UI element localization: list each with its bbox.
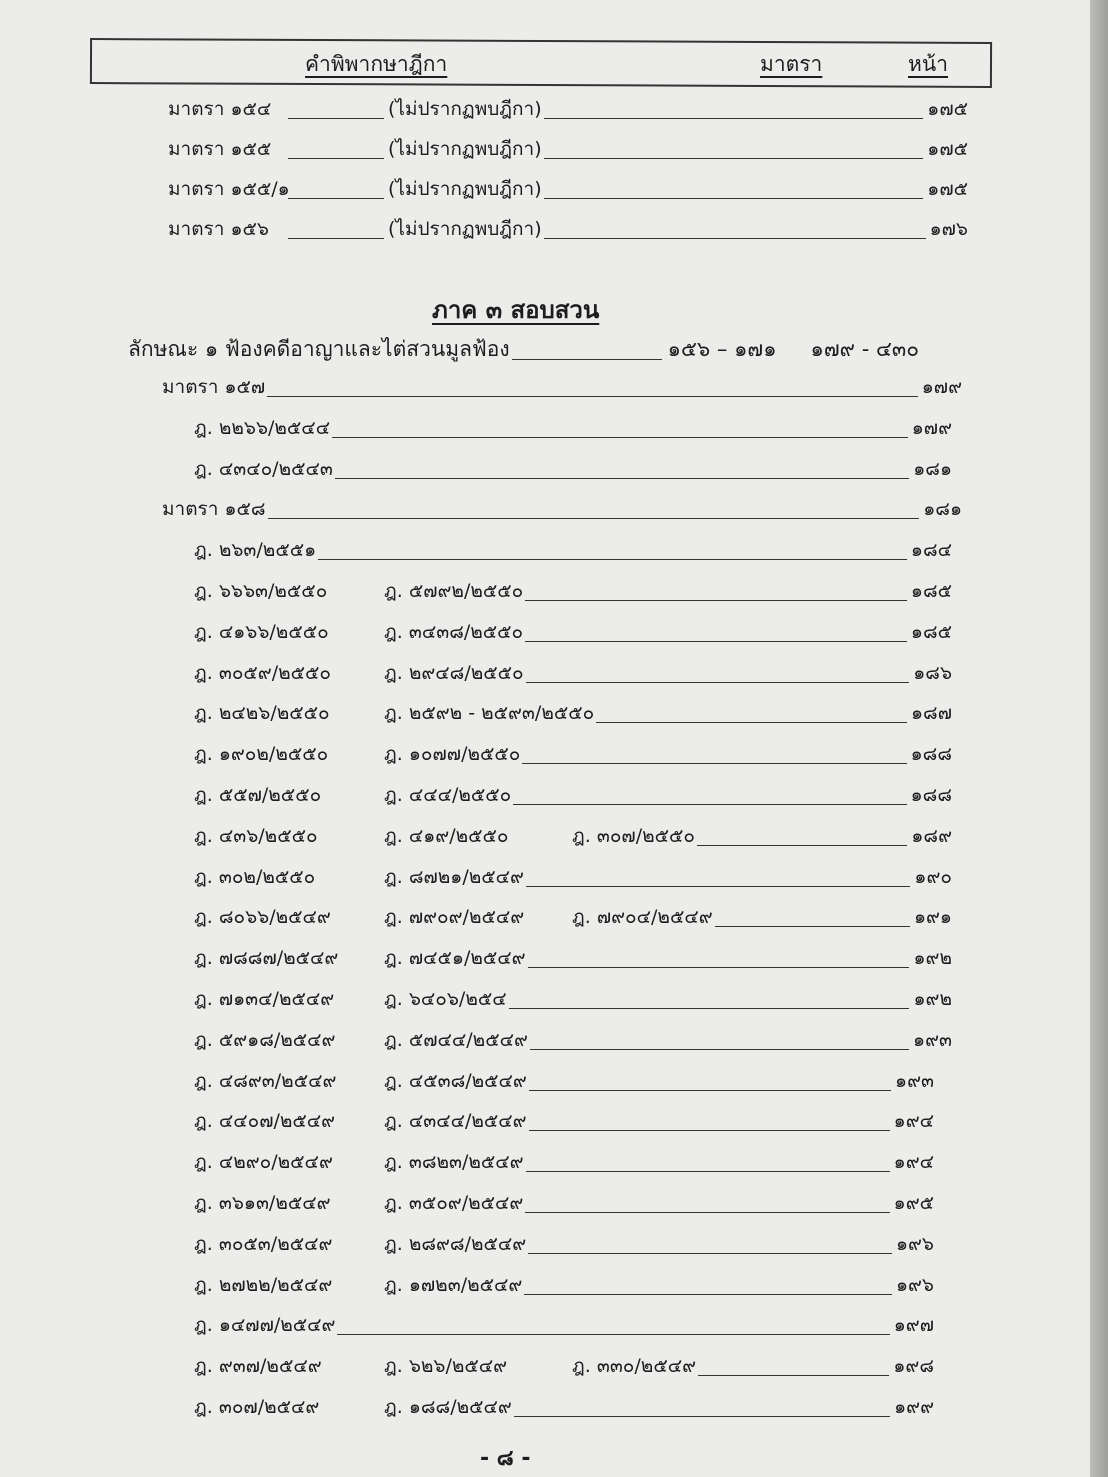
section-row [162,374,962,402]
top-entry-row [168,96,968,124]
case-reference: ฎ. ๒๒๖๖/๒๕๔๔ [194,416,331,439]
case-row [194,1027,952,1055]
leader-line [288,158,384,159]
leader-line [526,1171,890,1172]
entry-page-number: ๑๙๖ [895,1273,934,1296]
leader-line [288,198,384,199]
case-row [194,1394,934,1422]
leader-line [596,722,907,723]
case-reference: ฎ. ๗๙๐๔/๒๕๔๙ [572,906,713,929]
entry-note: (ไม่ปรากฏพบฎีกา) [388,178,542,200]
case-reference: มาตรา ๑๕๘ [162,498,266,521]
chapter-page-range: ๑๗๙ - ๔๓๐ [810,337,920,361]
entry-page-number: ๑๘๘ [910,743,952,766]
case-reference: ฎ. ๓๓๐/๒๕๔๙ [572,1355,697,1378]
case-reference: ฎ. ๕๕๗/๒๕๕๐ [194,784,322,806]
entry-page-number: ๑๙๐ [914,865,952,888]
case-reference: ฎ. ๒๗๒๒/๒๕๔๙ [194,1273,333,1296]
leader-line [544,198,924,199]
entry-page-number: ๑๗๙ [911,416,952,439]
entry-page-number: ๑๘๔ [910,539,952,562]
entry-page-number: ๑๘๕ [910,580,952,602]
entry-label: มาตรา ๑๕๔ [168,98,272,120]
case-reference: ฎ. ๗๙๐๙/๒๕๔๙ [384,906,525,929]
case-reference: ฎ. ๔๘๙๓/๒๕๔๙ [194,1069,337,1092]
case-row [194,782,952,810]
case-reference: ฎ. ๓๐๕๓/๒๕๔๙ [194,1232,333,1255]
case-row [194,986,952,1014]
case-reference: ฎ. ๒๖๓/๒๕๕๑ [194,539,317,562]
leader-line [337,1334,889,1335]
leader-line [530,1049,909,1050]
case-row [194,1108,934,1136]
entry-page-number: ๑๗๖ [929,218,968,240]
leader-line [525,641,907,642]
entry-page-number: ๑๗๙ [921,376,962,398]
case-reference: ฎ. ๓๐๗/๒๕๔๙ [194,1396,320,1418]
case-row [194,537,952,565]
case-reference: ฎ. ๔๕๓๘/๒๕๔๙ [384,1069,527,1092]
leader-line [514,1416,890,1417]
entry-label: มาตรา ๑๕๕ [168,138,272,160]
header-box [90,38,992,88]
case-reference: ฎ. ๔๑๙/๒๕๕๐ [384,824,509,847]
case-reference: ฎ. ๒๙๔๘/๒๕๕๐ [384,661,524,684]
leader-line [715,926,910,927]
leader-line [288,118,384,119]
case-reference: ฎ. ๑๗๒๓/๒๕๔๙ [384,1273,523,1296]
case-reference: ฎ. ๖๖๖๓/๒๕๕๐ [194,580,328,602]
page-number: - ๘ - [480,1446,531,1471]
case-reference: ฎ. ๔๓๔๔/๒๕๔๙ [384,1110,527,1133]
case-reference: ฎ. ๗๔๕๑/๒๕๔๙ [384,947,526,970]
case-reference: ฎ. ๓๖๑๓/๒๕๔๙ [194,1192,331,1214]
case-reference: ฎ. ๔๒๙๐/๒๕๔๙ [194,1151,333,1174]
entry-page-number: ๑๙๘ [893,1355,934,1378]
case-row [194,1353,934,1381]
entry-page-number: ๑๘๖ [913,661,952,684]
case-reference: ฎ. ๑๔๗๗/๒๕๔๙ [194,1314,336,1337]
case-reference: ฎ. ๓๐๕๙/๒๕๕๐ [194,661,331,684]
case-reference: ฎ. ๒๕๙๒ - ๒๕๙๓/๒๕๕๐ [384,702,595,725]
case-reference: ฎ. ๔๔๐๗/๒๕๔๙ [194,1110,336,1133]
case-row [194,1312,934,1340]
leader-line [529,1090,891,1091]
header-title: คำพิพากษาฎีกา [305,52,448,76]
case-row [194,578,952,606]
case-row [194,741,952,769]
case-reference: ฎ. ๗๑๓๔/๒๕๔๙ [194,988,335,1010]
entry-page-number: ๑๗๕ [927,178,968,200]
leader-line [509,1008,910,1009]
case-reference: ฎ. ๖๒๖/๒๕๔๙ [384,1355,508,1378]
entry-page-number: ๑๙๒ [913,988,952,1010]
case-reference: มาตรา ๑๕๗ [162,376,266,398]
entry-page-number: ๑๘๙ [911,824,952,847]
entry-page-number: ๑๗๕ [927,98,968,120]
leader-line [544,238,926,239]
case-reference: ฎ. ๕๙๑๘/๒๕๔๙ [194,1028,336,1051]
case-row [194,660,952,688]
header-section-column: มาตรา [760,52,823,76]
entry-page-number: ๑๗๕ [927,138,968,160]
case-row [194,904,952,932]
entry-page-number: ๑๘๗ [910,702,952,725]
case-reference: ฎ. ๑๐๗๗/๒๕๕๐ [384,743,521,766]
leader-line [526,886,910,887]
leader-line [698,1375,889,1376]
leader-line [335,478,909,479]
entry-note: (ไม่ปรากฏพบฎีกา) [388,138,542,160]
entry-note: (ไม่ปรากฏพบฎีกา) [388,98,542,120]
case-reference: ฎ. ๕๗๔๔/๒๕๔๙ [384,1028,528,1051]
case-reference: ฎ. ๙๓๗/๒๕๔๙ [194,1355,322,1378]
case-reference: ฎ. ๓๐๗/๒๕๕๐ [572,824,695,847]
case-reference: ฎ. ๖๔๐๖/๒๕๔ [384,988,507,1010]
leader-line [544,118,924,119]
case-row [194,1068,934,1096]
chapter-row [128,334,978,366]
leader-line [288,238,384,239]
leader-line [512,359,662,360]
entry-label: มาตรา ๑๕๖ [168,218,269,240]
case-row [194,619,952,647]
case-reference: ฎ. ๓๐๒/๒๕๕๐ [194,865,316,888]
section-title: ภาค ๓ สอบสวน [432,296,600,324]
case-row [194,1272,934,1300]
case-reference: ฎ. ๓๕๐๙/๒๕๔๙ [384,1192,524,1214]
entry-page-number: ๑๘๑ [923,498,962,521]
entry-page-number: ๑๙๓ [913,1028,952,1051]
leader-line [522,763,906,764]
entry-label: มาตรา ๑๕๕/๑ [168,178,290,200]
entry-page-number: ๑๙๙ [894,1396,934,1418]
leader-line [525,600,907,601]
case-reference: ฎ. ๒๘๙๘/๒๕๔๙ [384,1232,527,1255]
case-reference: ฎ. ๗๘๘๗/๒๕๔๙ [194,947,339,970]
case-reference: ฎ. ๕๗๙๒/๒๕๕๐ [384,580,524,602]
leader-line [526,682,910,683]
entry-page-number: ๑๙๑ [913,906,952,929]
entry-page-number: ๑๙๒ [913,947,952,970]
leader-line [318,559,907,560]
leader-line [544,158,924,159]
entry-page-number: ๑๙๖ [895,1232,934,1255]
case-row [194,1190,934,1218]
entry-page-number: ๑๙๕ [893,1192,934,1214]
case-row [194,1149,934,1177]
leader-line [267,396,918,397]
case-row [194,415,952,443]
case-reference: ฎ. ๘๗๒๑/๒๕๔๙ [384,865,524,888]
top-entry-row [168,176,968,204]
case-row [194,864,952,892]
leader-line [268,518,920,519]
leader-line [332,437,908,438]
case-row [194,700,952,728]
case-reference: ฎ. ๘๐๖๖/๒๕๔๙ [194,906,331,929]
case-reference: ฎ. ๔๔๔/๒๕๕๐ [384,784,512,806]
entry-page-number: ๑๙๗ [893,1314,934,1337]
header-page-column: หน้า [908,52,948,76]
leader-line [524,1294,892,1295]
case-reference: ฎ. ๔๓๖/๒๕๕๐ [194,824,318,847]
case-row [194,823,952,851]
entry-page-number: ๑๙๔ [893,1151,934,1174]
section-row [162,496,962,524]
case-reference: ฎ. ๓๔๓๘/๒๕๕๐ [384,620,524,643]
leader-line [697,845,907,846]
case-reference: ฎ. ๔๓๔๐/๒๕๔๓ [194,457,333,480]
case-reference: ฎ. ๓๘๒๓/๒๕๔๙ [384,1151,524,1174]
case-reference: ฎ. ๑๙๐๒/๒๕๕๐ [194,743,329,766]
chapter-label: ลักษณะ ๑ ฟ้องคดีอาญาและไต่สวนมูลฟ้อง [128,337,510,361]
book-spine-shadow [1090,0,1108,1477]
case-row [194,456,952,484]
entry-note: (ไม่ปรากฏพบฎีกา) [388,218,542,240]
leader-line [513,804,906,805]
case-reference: ฎ. ๒๔๒๖/๒๕๕๐ [194,702,330,725]
case-reference: ฎ. ๔๑๖๖/๒๕๕๐ [194,620,329,643]
entry-page-number: ๑๙๔ [893,1110,934,1133]
entry-page-number: ๑๙๓ [895,1069,934,1092]
leader-line [529,1130,890,1131]
entry-page-number: ๑๘๕ [910,620,952,643]
leader-line [528,1253,892,1254]
entry-page-number: ๑๘๑ [913,457,952,480]
leader-line [525,1212,889,1213]
case-row [194,945,952,973]
entry-page-number: ๑๘๘ [910,784,952,806]
case-reference: ฎ. ๑๘๘/๒๕๔๙ [384,1396,512,1418]
chapter-section-range: ๑๕๖ – ๑๗๑ [667,337,777,361]
top-entry-row [168,136,968,164]
case-row [194,1231,934,1259]
top-entry-row [168,216,968,244]
leader-line [528,967,910,968]
